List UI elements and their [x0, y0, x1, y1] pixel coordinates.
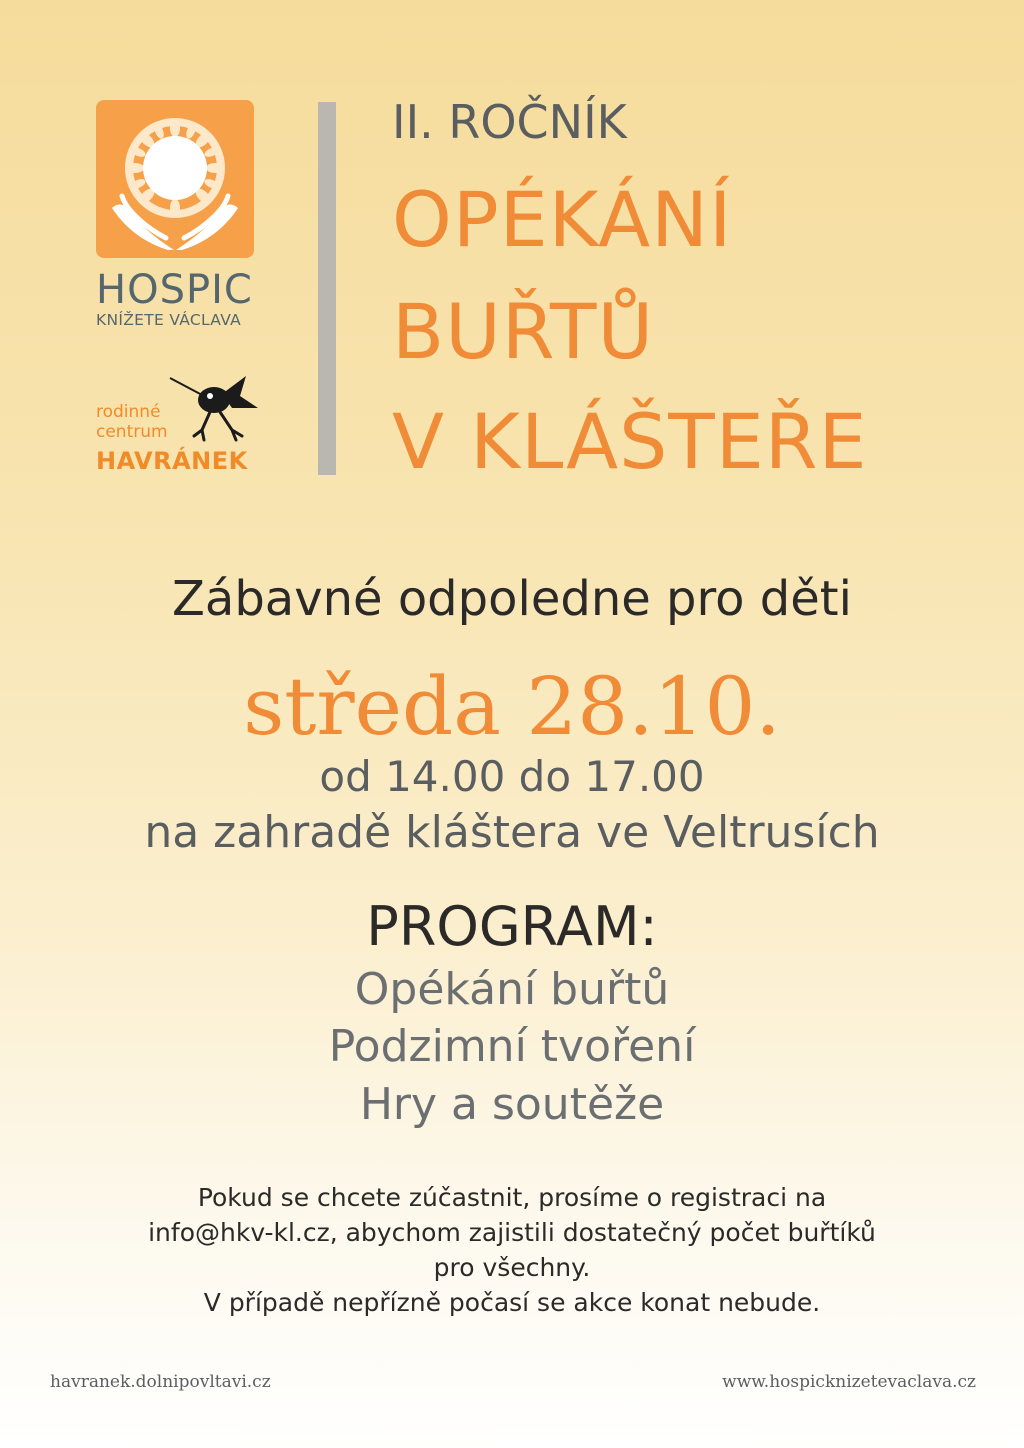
hospic-subtitle: KNÍŽETE VÁCLAVA: [96, 311, 242, 329]
havranek-line2: centrum: [96, 422, 168, 442]
note-line-email: info@hkv-kl.cz, abychom zajistili dostatečný počet buřtíků: [148, 1218, 876, 1247]
havranek-logo: [96, 372, 276, 482]
edition-label: II. ROČNÍK: [392, 95, 627, 149]
note-line: pro všechny.: [433, 1253, 591, 1282]
note-line: Pokud se chcete zúčastnit, prosíme o registraci na: [197, 1183, 827, 1212]
program-item: Hry a soutěže: [359, 1079, 665, 1130]
hospic-name: HOSPIC: [96, 267, 253, 313]
title-line-3: V KLÁŠTEŘE: [392, 397, 868, 486]
havranek-name: HAVRÁNEK: [96, 447, 248, 475]
registration-note: [0, 1180, 1024, 1320]
sun-in-hands-icon: [96, 100, 254, 258]
havranek-line1: rodinné: [96, 402, 161, 422]
program-item: Podzimní tvoření: [328, 1021, 696, 1072]
hospic-logo: [96, 100, 256, 330]
event-subtitle: Zábavné odpoledne pro děti: [172, 571, 852, 627]
program-item: Opékání buřtů: [354, 964, 670, 1015]
event-place: na zahradě kláštera ve Veltrusích: [144, 807, 880, 858]
footer-link-hospic[interactable]: www.hospicknizetevaclava.cz: [722, 1372, 976, 1392]
raven-icon: [166, 372, 262, 444]
program-heading: PROGRAM:: [366, 895, 658, 958]
title-line-2: BUŘTŮ: [392, 287, 655, 376]
event-time: od 14.00 do 17.00: [319, 752, 705, 801]
vertical-divider: [318, 102, 336, 475]
title-line-1: OPÉKÁNÍ: [392, 175, 733, 264]
footer-link-havranek[interactable]: havranek.dolnipovltavi.cz: [50, 1372, 271, 1392]
event-date: středa 28.10.: [243, 660, 781, 753]
note-line: V případě nepřízně počasí se akce konat nebude.: [203, 1288, 821, 1317]
